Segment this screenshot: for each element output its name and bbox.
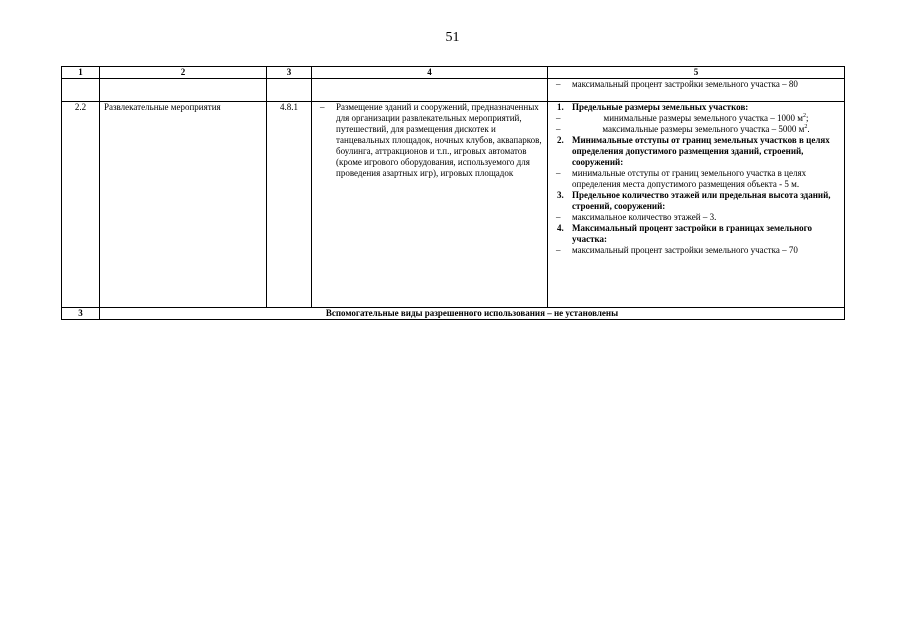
param-heading: 4. Максимальный процент застройки в границах земельного участка: bbox=[557, 223, 813, 244]
param-dash-item: – минимальные отступы от границ земельного участка в целях определения места допустимого размещения объекта - 5 м. bbox=[552, 168, 840, 190]
continuation-params bbox=[548, 79, 845, 102]
header-col-5: 5 bbox=[548, 67, 845, 79]
param-heading: 3. Предельное количество этажей или предельная высота зданий, строений, сооружений: bbox=[557, 190, 831, 211]
header-col-3: 3 bbox=[267, 67, 312, 79]
header-col-2: 2 bbox=[100, 67, 267, 79]
param-dash-item: – максимальные размеры земельного участка – 5000 $м^2$. bbox=[552, 124, 840, 135]
use-name: Развлекательные мероприятия bbox=[100, 102, 267, 308]
row-number: 3 bbox=[62, 308, 100, 320]
continuation-row bbox=[62, 79, 845, 102]
auxiliary-uses-text: Вспомогательные виды разрешенного использования – не установлены bbox=[100, 308, 845, 320]
auxiliary-uses-row bbox=[62, 308, 845, 320]
param-dash-item: – максимальное количество этажей – 3. bbox=[552, 212, 840, 223]
param-dash-item: – максимальный процент застройки земельного участка – 70 bbox=[552, 245, 840, 256]
header-col-1: 1 bbox=[62, 67, 100, 79]
param-dash-item: – максимальный процент застройки земельного участка – 80 bbox=[552, 79, 840, 90]
header-row bbox=[62, 67, 845, 79]
row-number: 2.2 bbox=[62, 102, 100, 308]
param-dash-item: – минимальные размеры земельного участка – 1000 $м^2$; bbox=[552, 113, 840, 124]
table-row bbox=[62, 102, 845, 308]
description-item: – Размещение зданий и сооружений, предназначенных для организации развлекательных мероприятий, путешествий, для размещения дискотек и танцевальных площадок, ночных клубов, аквапарков, боулинга, аттракционов и т.п., игровых автоматов (кроме игрового оборудования, используемого для проведения азартных игр), игровых площадок bbox=[316, 102, 543, 179]
page-number: 51 bbox=[445, 30, 460, 45]
use-description bbox=[312, 102, 548, 308]
header-col-4: 4 bbox=[312, 67, 548, 79]
use-code: 4.8.1 bbox=[267, 102, 312, 308]
land-use-table bbox=[61, 66, 845, 320]
param-heading: 1. Предельные размеры земельных участков: bbox=[557, 102, 749, 112]
param-heading: 2. Минимальные отступы от границ земельных участков в целях определения допустимого размещения зданий, строений, сооружений: bbox=[557, 135, 830, 167]
use-parameters bbox=[548, 102, 845, 308]
